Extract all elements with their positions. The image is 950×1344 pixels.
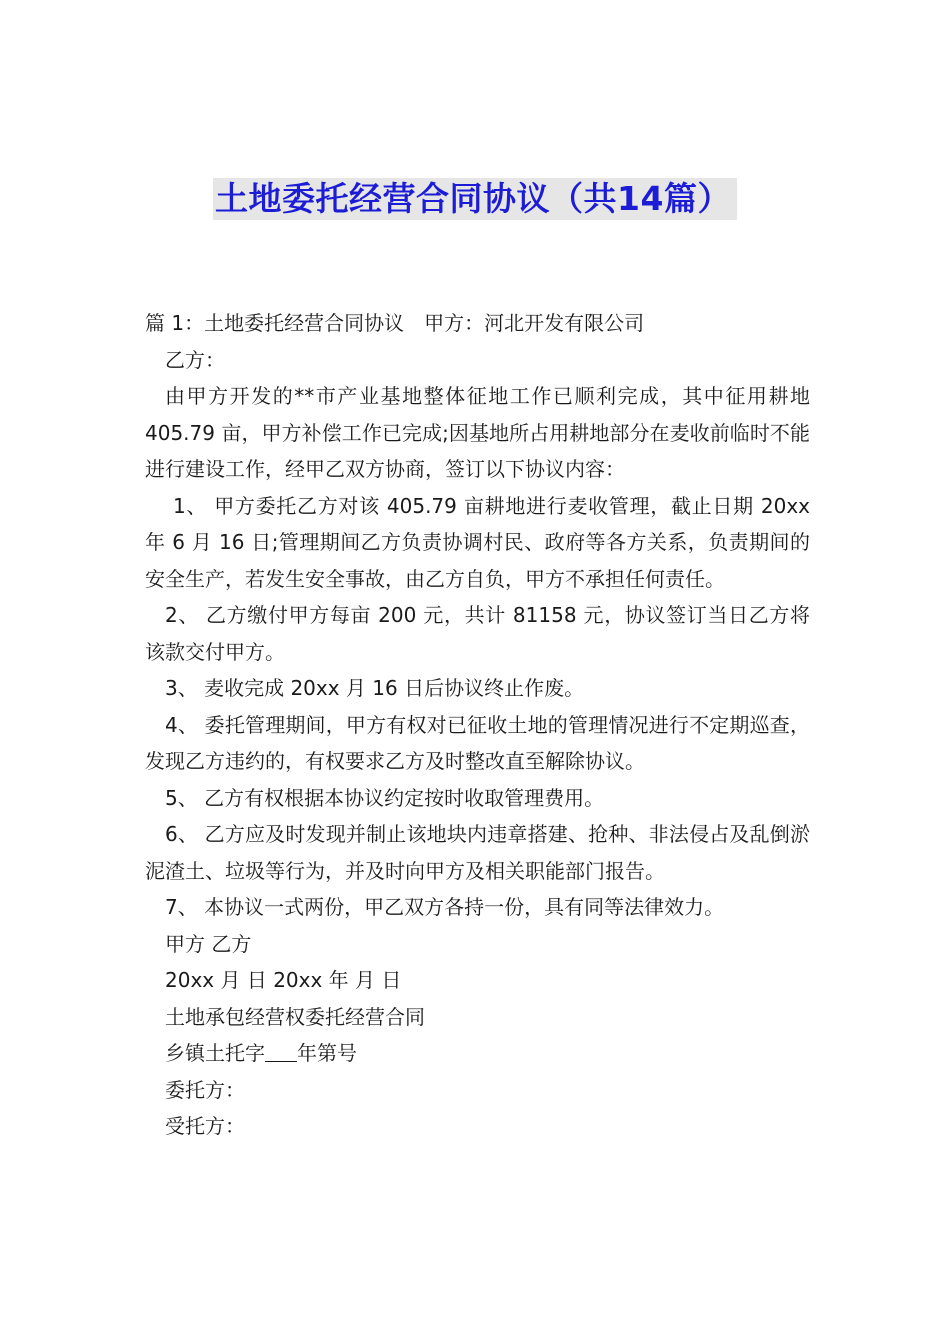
document-title: 土地委托经营合同协议（共14篇） [213, 178, 737, 220]
fill-in-blank[interactable] [265, 1041, 297, 1062]
township-reference [145, 1035, 810, 1072]
signature-dates: 20xx 月 日 20xx 年 月 日 [165, 968, 402, 992]
clause-1: 1、 甲方委托乙方对该 405.79 亩耕地进行麦收管理，截止日期 20xx 年 6 月 16 日;管理期间乙方负责协调村民、政府等各方关系，负责期间的安全生产，若发生安全事故，由乙方自负，甲方不承担任何责任。 [145, 493, 810, 591]
paragraph-header: 篇 1：土地委托经营合同协议 甲方：河北开发有限公司 [145, 311, 645, 335]
clause-4: 4、 委托管理期间，甲方有权对已征收土地的管理情况进行不定期巡查，发现乙方违约的，有权要求乙方及时整改直至解除协议。 [145, 712, 810, 773]
agent-label: 受托方： [165, 1114, 245, 1138]
paragraph-party-b: 乙方： [165, 347, 225, 372]
township-suffix: 年第号 [297, 1041, 357, 1065]
clause-2: 2、 乙方缴付甲方每亩 200 元，共计 81158 元，协议签订当日乙方将该款交付甲方。 [145, 603, 810, 664]
title-container [0, 178, 950, 220]
subtitle-contract: 土地承包经营权委托经营合同 [165, 1004, 425, 1029]
clause-3: 3、 麦收完成 20xx 月 16 日后协议终止作废。 [165, 676, 585, 700]
clause-7: 7、 本协议一式两份，甲乙双方各持一份，具有同等法律效力。 [165, 895, 725, 919]
document-body [145, 305, 810, 1145]
paragraph-intro: 由甲方开发的**市产业基地整体征地工作已顺利完成，其中征用耕地 405.79 亩，甲方补偿工作已完成;因基地所占用耕地部分在麦收前临时不能进行建设工作，经甲乙双方协商，签订以下协议内容： [145, 384, 810, 481]
township-prefix: 乡镇土托字 [165, 1041, 265, 1065]
principal-label: 委托方： [165, 1077, 245, 1102]
signature-parties: 甲方 乙方 [165, 931, 252, 956]
clause-5: 5、 乙方有权根据本协议约定按时收取管理费用。 [165, 785, 605, 810]
clause-6: 6、 乙方应及时发现并制止该地块内违章搭建、抢种、非法侵占及乱倒淤泥渣土、垃圾等行为，并及时向甲方及相关职能部门报告。 [145, 822, 810, 883]
